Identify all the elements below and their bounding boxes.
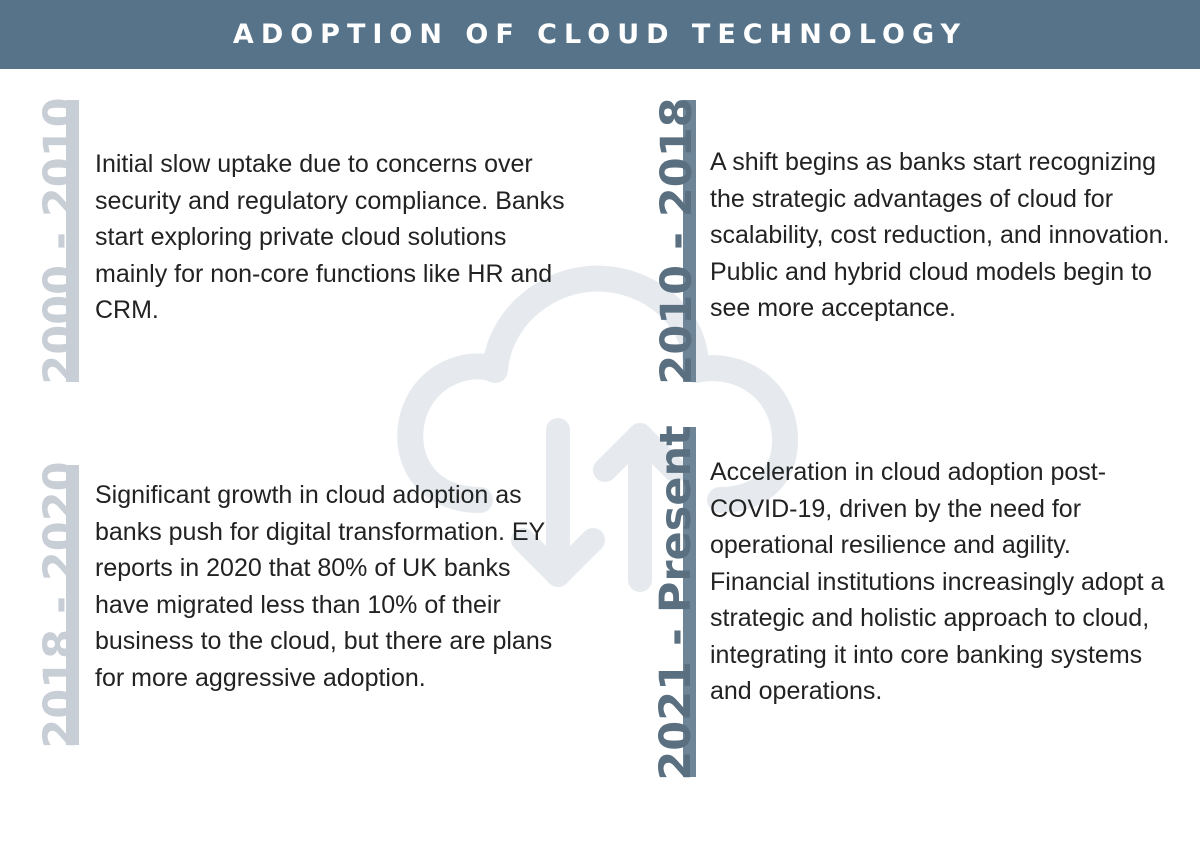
- timeline-year-2021-present: 2021 - Present: [650, 425, 701, 781]
- timeline-description-2018-2020: Significant growth in cloud adoption as banks push for digital transformation. EY reports in 2020 that 80% of UK banks have migrated less than 10% of their business to the cloud, but there are plans for more aggressive adoption.: [95, 481, 553, 692]
- header-banner: [0, 0, 1200, 69]
- timeline-description-2021-present: Acceleration in cloud adoption post-COVID-19, driven by the need for operational resilience and agility. Financial institutions increasingly adopt a strategic and holistic approach to cloud, integrating it into core banking systems and operations.: [710, 458, 1165, 705]
- timeline-year-2010-2018: 2010 - 2018: [651, 97, 702, 385]
- timeline-year-2000-2010: 2000 - 2010: [34, 97, 85, 385]
- timeline-year-2018-2020: 2018 - 2020: [34, 461, 85, 749]
- timeline-description-2000-2010: Initial slow uptake due to concerns over security and regulatory compliance. Banks start exploring private cloud solutions mainly for non-core functions like HR and CRM.: [95, 150, 565, 324]
- timeline-description-2010-2018: A shift begins as banks start recognizing the strategic advantages of cloud for scalability, cost reduction, and innovation. Public and hybrid cloud models begin to see more acceptance.: [710, 148, 1170, 322]
- page-title: ADOPTION OF CLOUD TECHNOLOGY: [232, 19, 968, 50]
